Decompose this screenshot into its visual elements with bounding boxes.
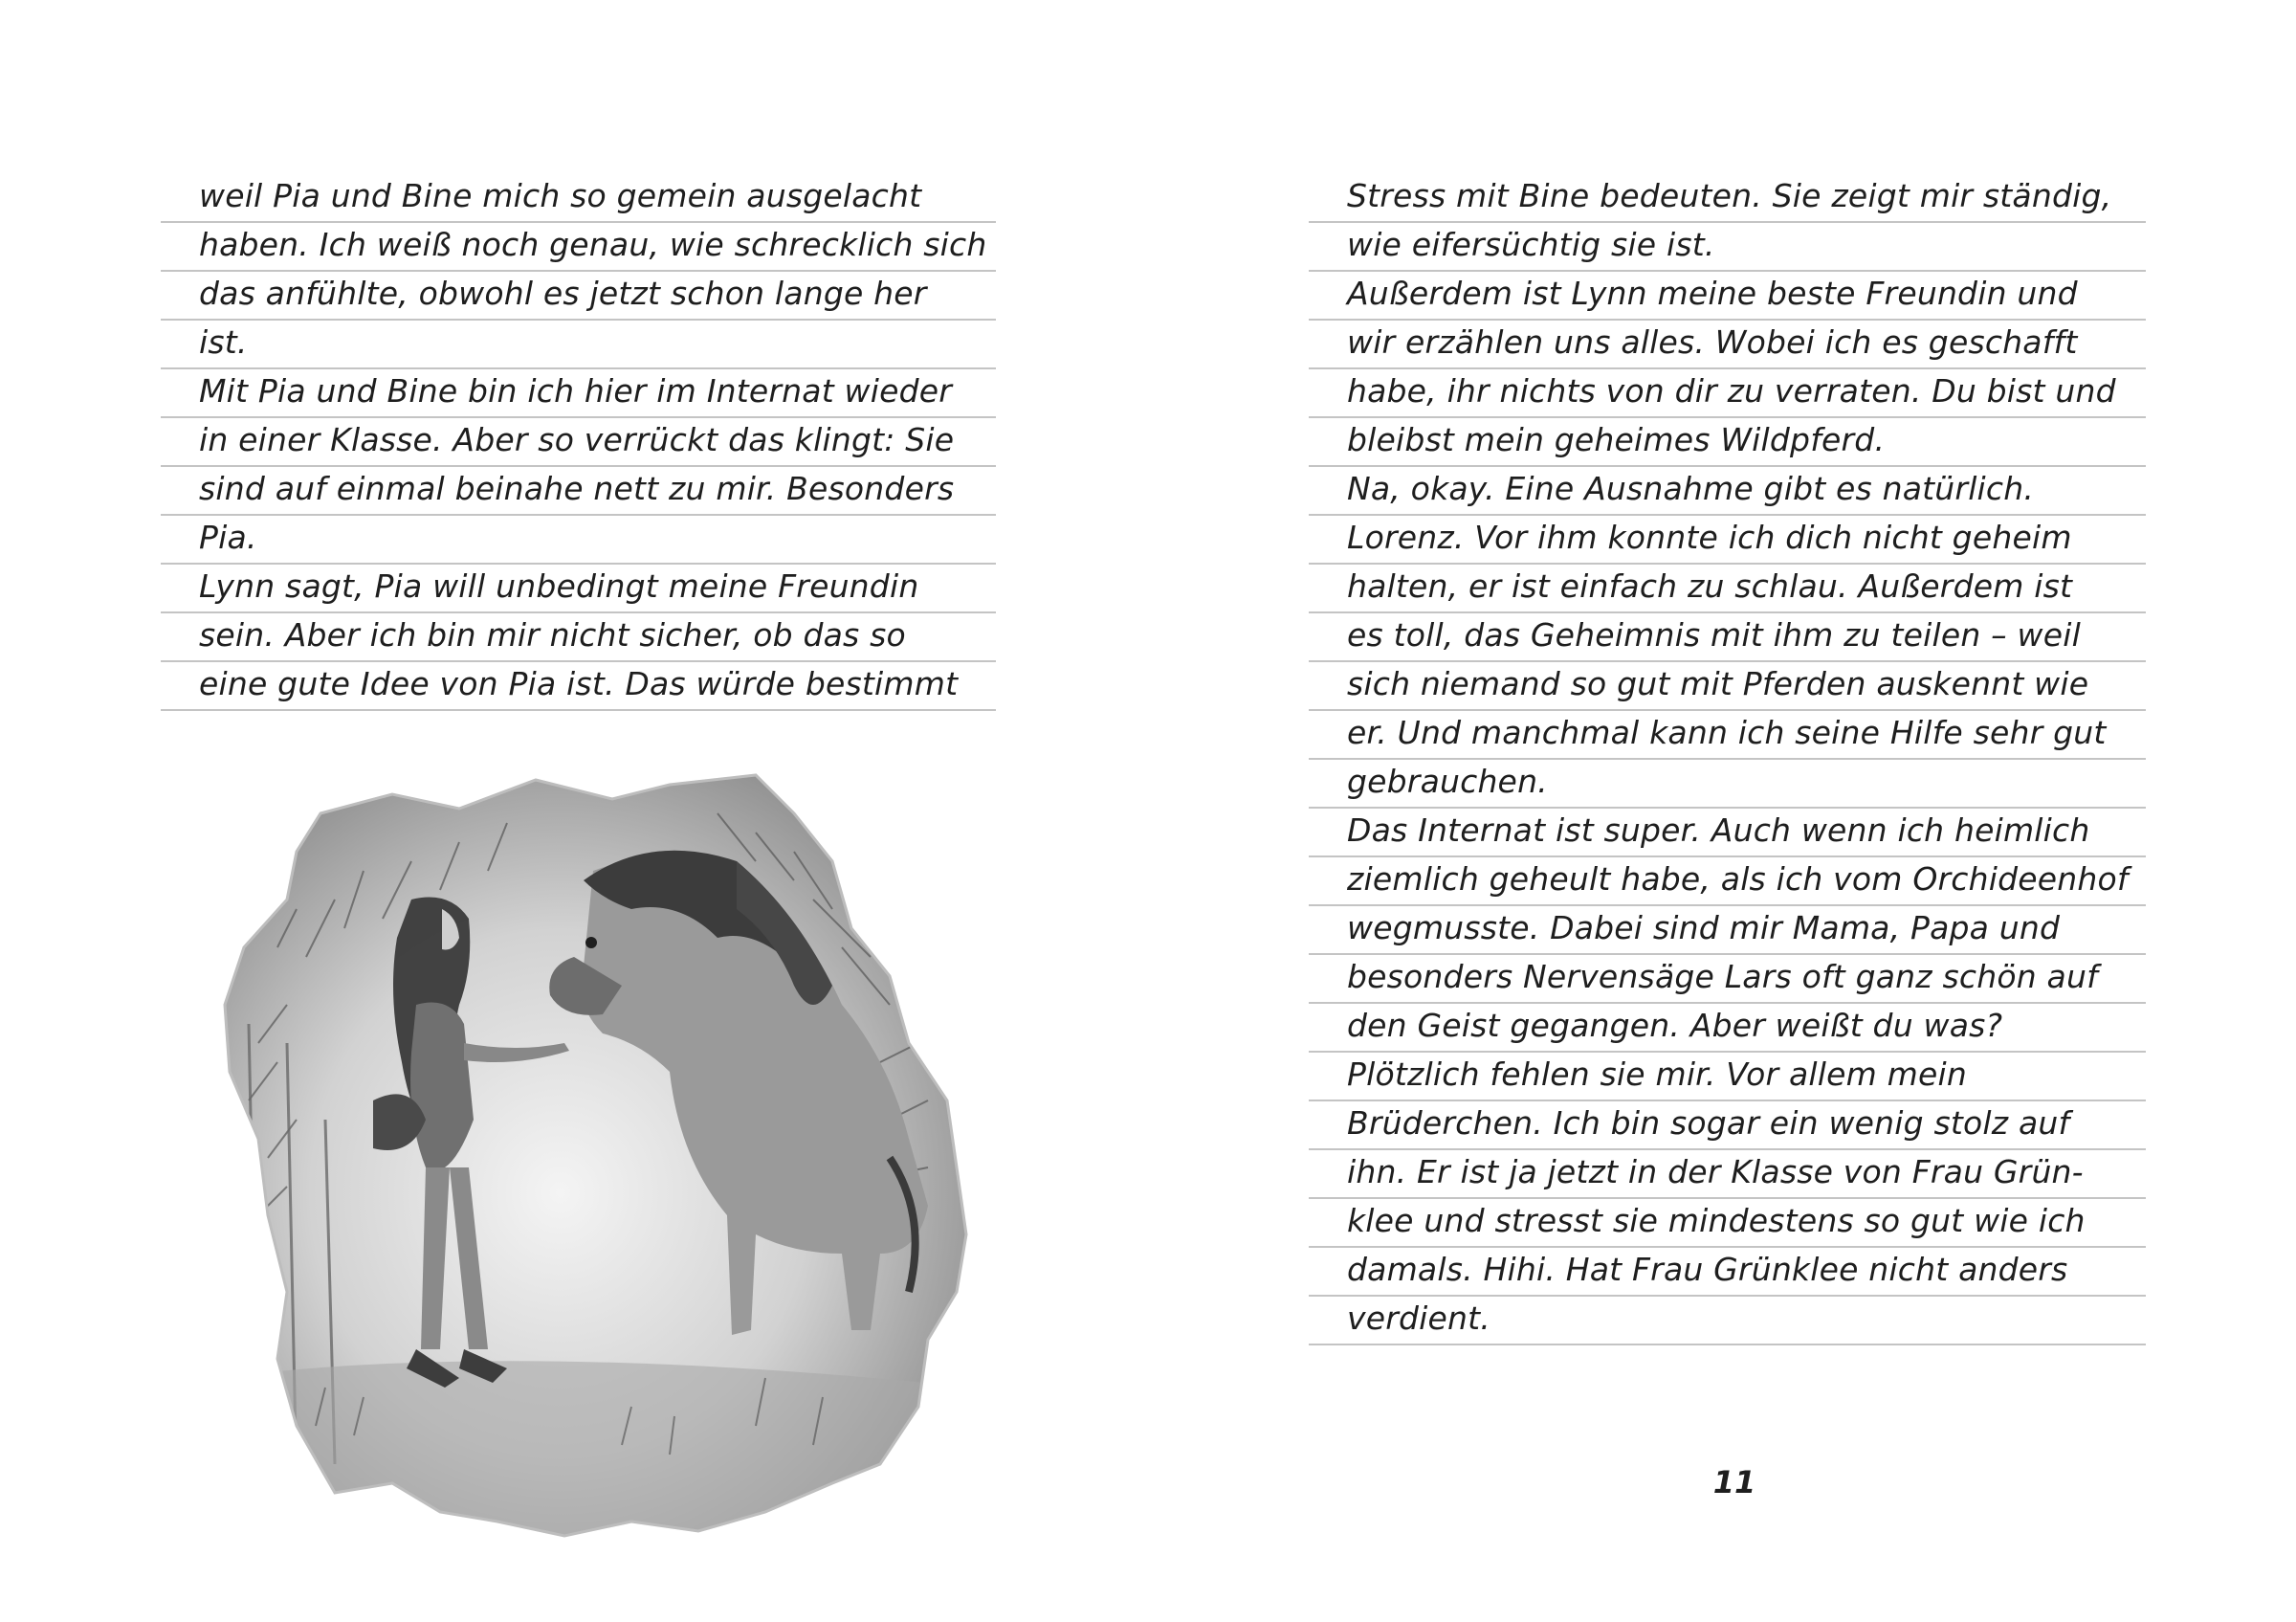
ruled-line xyxy=(1309,613,2146,662)
right-page-text xyxy=(1309,174,2146,1345)
ruled-line xyxy=(1309,955,2146,1004)
text-line: wie eifersüchtig sie ist. xyxy=(1347,226,1715,263)
page-number: 11 xyxy=(1712,1464,1756,1500)
text-line: Lynn sagt, Pia will unbedingt meine Freundin xyxy=(199,567,919,605)
text-line: klee und stresst sie mindestens so gut wie ich xyxy=(1347,1202,2086,1239)
ruled-line xyxy=(1309,809,2146,857)
text-line: ist. xyxy=(199,323,248,361)
text-line: Lorenz. Vor ihm konnte ich dich nicht geheim xyxy=(1347,519,2072,556)
ruled-line xyxy=(1309,418,2146,467)
ruled-line xyxy=(161,613,996,662)
ruled-line xyxy=(161,321,996,369)
text-line: Das Internat ist super. Auch wenn ich heimlich xyxy=(1347,811,2090,849)
ruled-line xyxy=(1309,857,2146,906)
ruled-line xyxy=(1309,1199,2146,1248)
ruled-line xyxy=(1309,906,2146,955)
text-line: Mit Pia und Bine bin ich hier im Internat wieder xyxy=(199,372,953,410)
text-line: haben. Ich weiß noch genau, wie schrecklich sich xyxy=(199,226,987,263)
ruled-line xyxy=(1309,1101,2146,1150)
text-line: ihn. Er ist ja jetzt in der Klasse von Frau Grün- xyxy=(1347,1153,2084,1190)
right-page xyxy=(1148,0,2296,1622)
girl-feeding-pony-sketch-icon xyxy=(220,756,976,1550)
text-line: das anfühlte, obwohl es jetzt schon lange her xyxy=(199,275,927,312)
text-line: Außerdem ist Lynn meine beste Freundin und xyxy=(1347,275,2078,312)
ruled-line xyxy=(161,467,996,516)
text-line: sich niemand so gut mit Pferden auskennt wie xyxy=(1347,665,2089,702)
text-line: Pia. xyxy=(199,519,257,556)
ruled-line xyxy=(1309,467,2146,516)
text-line: ziemlich geheult habe, als ich vom Orchideenhof xyxy=(1347,860,2129,898)
text-line: sein. Aber ich bin mir nicht sicher, ob das so xyxy=(199,616,906,654)
text-line: wegmusste. Dabei sind mir Mama, Papa und xyxy=(1347,909,2061,946)
ruled-line xyxy=(1309,1297,2146,1345)
ruled-line xyxy=(161,565,996,613)
ruled-line xyxy=(1309,565,2146,613)
ruled-line xyxy=(161,174,996,223)
text-line: sind auf einmal beinahe nett zu mir. Besonders xyxy=(199,470,955,507)
ruled-line xyxy=(161,369,996,418)
text-line: weil Pia und Bine mich so gemein ausgelacht xyxy=(199,177,922,214)
text-line: halten, er ist einfach zu schlau. Außerdem ist xyxy=(1347,567,2073,605)
text-line: wir erzählen uns alles. Wobei ich es geschafft xyxy=(1347,323,2078,361)
ruled-line xyxy=(1309,760,2146,809)
text-line: damals. Hihi. Hat Frau Grünklee nicht anders xyxy=(1347,1251,2068,1288)
text-line: Brüderchen. Ich bin sogar ein wenig stolz auf xyxy=(1347,1104,2070,1142)
ruled-line xyxy=(1309,516,2146,565)
ruled-line xyxy=(161,662,996,711)
ruled-line xyxy=(1309,1248,2146,1297)
text-line: gebrauchen. xyxy=(1347,763,1548,800)
text-line: er. Und manchmal kann ich seine Hilfe sehr gut xyxy=(1347,714,2107,751)
ruled-line xyxy=(161,223,996,272)
ruled-line xyxy=(1309,223,2146,272)
text-line: verdient. xyxy=(1347,1300,1490,1337)
text-line: eine gute Idee von Pia ist. Das würde bestimmt xyxy=(199,665,959,702)
text-line: Plötzlich fehlen sie mir. Vor allem mein xyxy=(1347,1055,1968,1093)
ruled-line xyxy=(161,516,996,565)
text-line: den Geist gegangen. Aber weißt du was? xyxy=(1347,1007,2003,1044)
ruled-line xyxy=(1309,1004,2146,1053)
text-line: Stress mit Bine bedeuten. Sie zeigt mir ständig, xyxy=(1347,177,2112,214)
text-line: es toll, das Geheimnis mit ihm zu teilen – weil xyxy=(1347,616,2081,654)
ruled-line xyxy=(1309,174,2146,223)
text-line: Na, okay. Eine Ausnahme gibt es natürlich. xyxy=(1347,470,2035,507)
text-line: in einer Klasse. Aber so verrückt das klingt: Sie xyxy=(199,421,955,458)
text-line: habe, ihr nichts von dir zu verraten. Du bist und xyxy=(1347,372,2116,410)
text-line: bleibst mein geheimes Wildpferd. xyxy=(1347,421,1886,458)
ruled-line xyxy=(1309,1150,2146,1199)
ruled-line xyxy=(161,272,996,321)
ruled-line xyxy=(161,418,996,467)
left-page-text xyxy=(161,174,996,711)
text-line: besonders Nervensäge Lars oft ganz schön auf xyxy=(1347,958,2098,995)
ruled-line xyxy=(1309,1053,2146,1101)
ruled-line xyxy=(1309,321,2146,369)
ruled-line xyxy=(1309,369,2146,418)
ruled-line xyxy=(1309,272,2146,321)
ruled-line xyxy=(1309,711,2146,760)
ruled-line xyxy=(1309,662,2146,711)
